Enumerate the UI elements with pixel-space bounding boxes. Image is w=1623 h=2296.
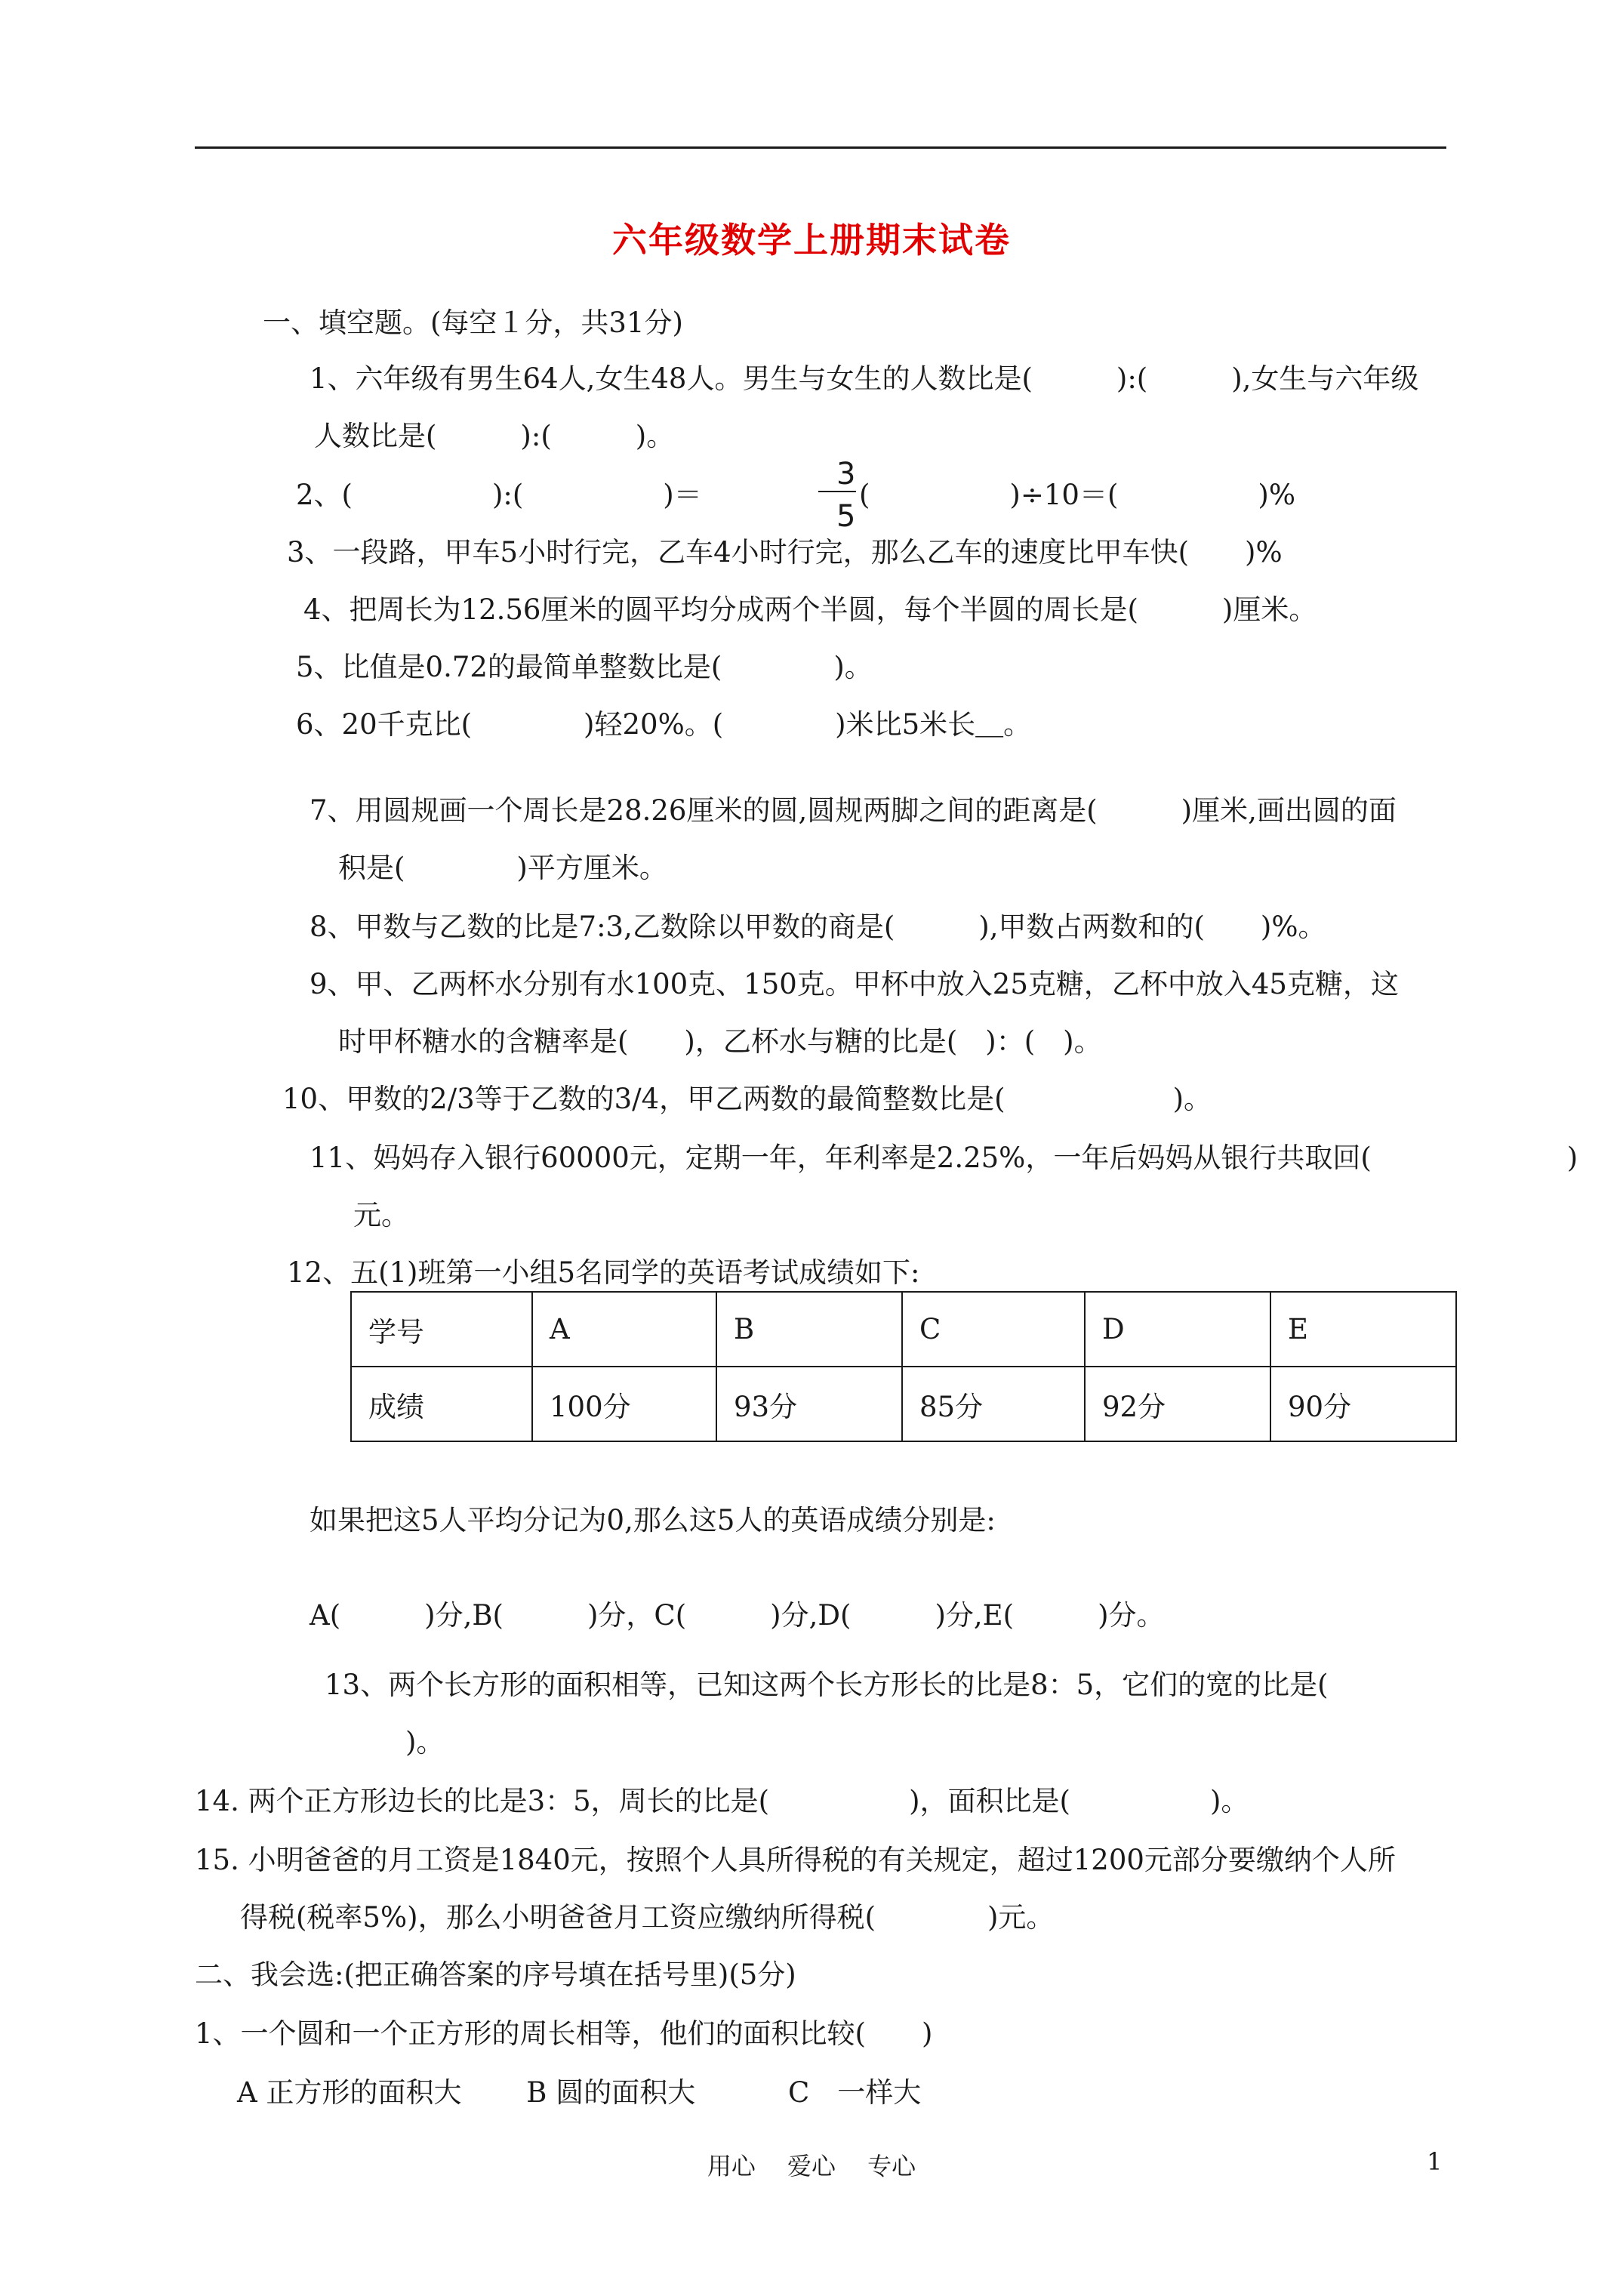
question-2-fraction-numerator: 3 — [836, 457, 856, 492]
question-12: 12、五(1)班第一小组5名同学的英语考试成绩如下: — [287, 1256, 920, 1289]
question-14: 14. 两个正方形边长的比是3：5，周长的比是( )，面积比是( )。 — [195, 1785, 1249, 1817]
question-2-left: 2、( ):( )＝ — [296, 479, 702, 511]
question-3: 3、一段路，甲车5小时行完，乙车4小时行完，那么乙车的速度比甲车快( )% — [287, 536, 1283, 569]
table-cell: B — [716, 1292, 902, 1367]
question-5: 5、比值是0.72的最简单整数比是( )。 — [296, 651, 873, 683]
question-8: 8、甲数与乙数的比是7:3,乙数除以甲数的商是( ),甲数占两数和的( )%。 — [310, 911, 1326, 943]
question-9-line-2: 时甲杯糖水的含糖率是( )，乙杯水与糖的比是( )：( )。 — [338, 1025, 1102, 1058]
page-number: 1 — [1427, 2147, 1443, 2176]
table-cell: 成绩 — [351, 1367, 532, 1441]
question-4: 4、把周长为12.56厘米的圆平均分成两个半圆，每个半圆的周长是( )厘米。 — [303, 593, 1317, 626]
section1-heading: 一、填空题。(每空１分，共31分) — [263, 307, 683, 339]
table-cell: 92分 — [1085, 1367, 1270, 1441]
question-13-line-1: 13、两个长方形的面积相等，已知这两个长方形长的比是8：5，它们的宽的比是( — [325, 1669, 1329, 1701]
page-footer: 用心 爱心 专心 — [707, 2152, 916, 2180]
question-2-right: ( )÷10＝( )% — [859, 479, 1295, 511]
header-rule — [195, 146, 1446, 149]
question-10: 10、甲数的2/3等于乙数的3/4，甲乙两数的最简整数比是( )。 — [282, 1083, 1212, 1115]
question-13-line-2: )。 — [377, 1726, 445, 1758]
page-title: 六年级数学上册期末试卷 — [612, 220, 1011, 260]
question-7-line-1: 7、用圆规画一个周长是28.26厘米的圆,圆规两脚之间的距离是( )厘米,画出圆的面 — [310, 794, 1397, 827]
question-1-line-2: 人数比是( ):( )。 — [314, 420, 675, 452]
table-cell: E — [1270, 1292, 1456, 1367]
question-11-line-1: 11、妈妈存入银行60000元，定期一年，年利率是2.25%，一年后妈妈从银行共取回( ) — [310, 1142, 1578, 1174]
table-cell: A — [532, 1292, 716, 1367]
question-15-line-1: 15. 小明爸爸的月工资是1840元，按照个人具所得税的有关规定，超过1200元部分要缴纳个人所 — [195, 1844, 1396, 1876]
question-2-fraction-denominator: 5 — [836, 499, 856, 534]
table-header-row — [351, 1292, 1456, 1367]
section2-question-1-options: A 正方形的面积大 B 圆的面积大 C 一样大 — [237, 2076, 922, 2109]
question-12-answers: A( )分,B( )分，C( )分,D( )分,E( )分。 — [310, 1599, 1165, 1632]
question-11-line-2: 元。 — [353, 1199, 409, 1231]
question-12-note: 如果把这5人平均分记为0,那么这5人的英语成绩分别是: — [310, 1504, 996, 1536]
table-cell: 90分 — [1270, 1367, 1456, 1441]
table-cell: D — [1085, 1292, 1270, 1367]
scores-table — [350, 1291, 1457, 1442]
section2-question-1: 1、一个圆和一个正方形的周长相等，他们的面积比较( ) — [195, 2017, 933, 2050]
question-15-line-2: 得税(税率5%)，那么小明爸爸月工资应缴纳所得税( )元。 — [240, 1901, 1055, 1934]
table-cell: C — [902, 1292, 1085, 1367]
question-6: 6、20千克比( )轻20%。( )米比5米长＿。 — [296, 708, 1032, 741]
table-cell: 93分 — [716, 1367, 902, 1441]
question-9-line-1: 9、甲、乙两杯水分别有水100克、150克。甲杯中放入25克糖，乙杯中放入45克糖，这 — [310, 968, 1399, 1000]
table-row — [351, 1367, 1456, 1441]
question-7-line-2: 积是( )平方厘米。 — [338, 852, 667, 884]
table-cell: 85分 — [902, 1367, 1085, 1441]
question-1-line-1: 1、六年级有男生64人,女生48人。男生与女生的人数比是( ):( ),女生与六年级 — [310, 362, 1419, 395]
question-2-fraction-bar — [818, 491, 856, 492]
table-cell: 学号 — [351, 1292, 532, 1367]
table-cell: 100分 — [532, 1367, 716, 1441]
section2-heading: 二、我会选:(把正确答案的序号填在括号里)(5分) — [195, 1959, 796, 1991]
